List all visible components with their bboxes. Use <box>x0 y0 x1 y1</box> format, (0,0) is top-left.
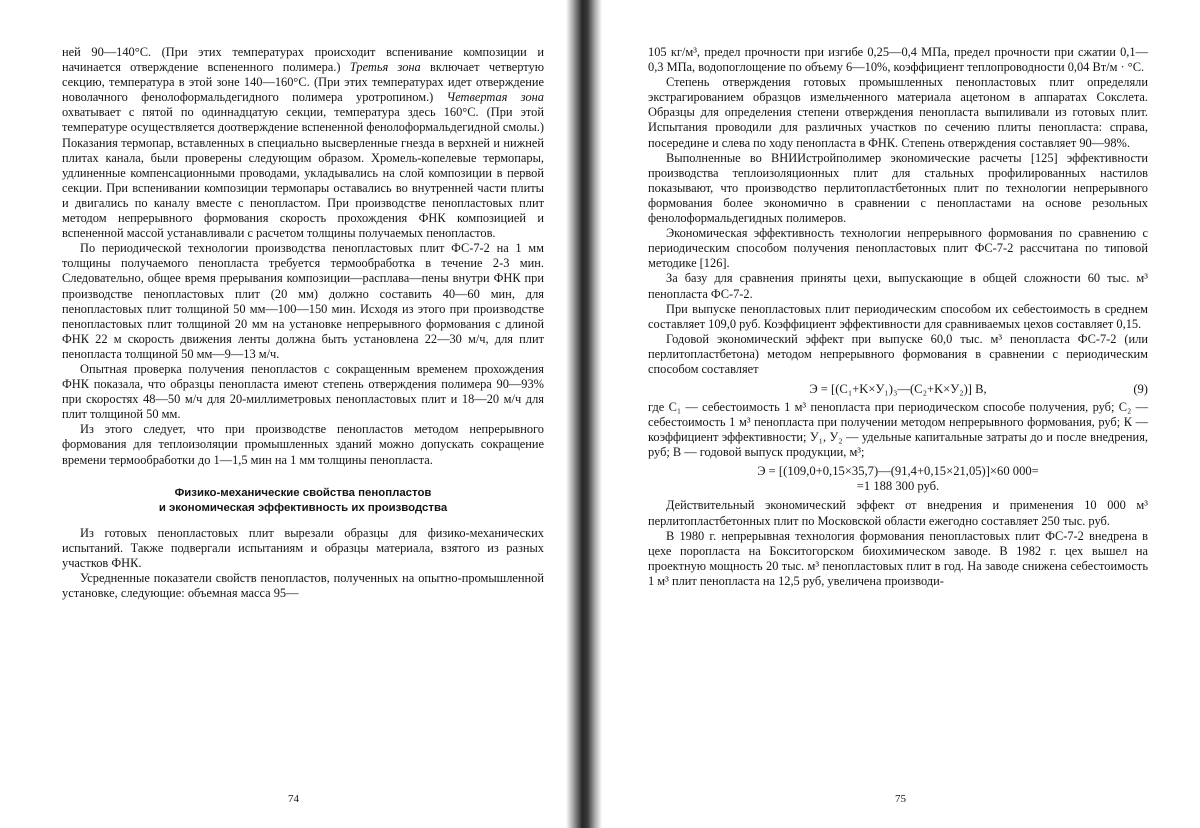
paragraph: Выполненные во ВНИИстройполимер экономические расчеты [125] эффективности производства теплоизоляционных плит для стальных профилированных настилов показывают, что производство перлитопластбетонных плит по технологии непрерывного формования более экономично в сравнении с пенопластами на основе резольных фенолоформальдегидных полимеров. <box>648 150 1148 226</box>
page-number: 75 <box>895 793 906 805</box>
text-run: ней 90—140°C. (При этих температурах происходит вспенивание композиции и начинается отверждение вспененного полимера.) <box>62 45 544 75</box>
calculation <box>648 464 1148 494</box>
paragraph: Действительный экономический эффект от внедрения и применения 10 000 м³ перлитопластбетонных плит по Московской области ежегодно составляет 250 тыс. руб. <box>648 498 1148 528</box>
paragraph: Годовой экономический эффект при выпуске 60,0 тыс. м³ пенопласта ФС-7-2 (или перлитопластбетона) методом непрерывного формования в сравнении с периодическим способом составляет <box>648 331 1148 376</box>
section-heading-line-2: и экономическая эффективность их производства <box>158 501 448 514</box>
left-page-text <box>62 45 544 601</box>
formula-9 <box>648 381 1148 397</box>
text-run: охватывает с пятой по одиннадцатую секции, температура здесь 160°C. (При этой температуре осуществляется доотверждение вспененной фенолоформальдегидной смолы.) Показания термопар, вставленных в специально высверленные гнезда в верхней и нижней плитах канала, были проверены следующим образом. Хромель-копелевые термопары, удлиненные компенсационными проводами, укладывались на слой композиции в первой секции. При вспенивании композиции термопары оставались во внутренней части плиты и двигались по каналу вместе с пенопластом. При производстве пенопластовых плит методом непрерывного формования скорость прохождения ФНК композицией и вспененной массой устанавливали с расчетом толщины получаемых пенопластов. <box>62 105 544 241</box>
formula-number: (9) <box>1133 382 1148 397</box>
paragraph: Из готовых пенопластовых плит вырезали образцы для физико-механических испытаний. Также подвергали испытаниям и образцы материала, взятого из разных участков ФНК. <box>62 525 544 570</box>
paragraph: При выпуске пенопластовых плит периодическим способом их себестоимость в среднем составляет 109,0 руб. Коэффициент эффективности для сравниваемых цехов составляет 0,15. <box>648 301 1148 331</box>
calculation-line-2: =1 188 300 руб. <box>856 479 940 494</box>
paragraph <box>62 45 544 241</box>
zone-4-term: Четвертая зона <box>446 90 544 105</box>
paragraph: Степень отверждения готовых промышленных пенопластовых плит определяли экстрагированием образцов измельченного материала ацетоном в аппаратах Сокслета. Образцы для определения степени отверждения пенопласта выпиливали из готовых плит. Испытания проводили для различных участков по сечению плиты пенопласта: справа, посередине и слева по ходу пенопласта в ФНК. Степень отверждения составляет 90—98%. <box>648 75 1148 150</box>
paragraph: Экономическая эффективность технологии непрерывного формования по сравнению с периодическим способом получения пенопластовых плит ФС-7-2 рассчитана по типовой методике [126]. <box>648 226 1148 271</box>
page-number: 74 <box>288 793 299 805</box>
paragraph: 105 кг/м³, предел прочности при изгибе 0,25—0,4 МПа, предел прочности при сжатии 0,1—0,3 МПа, водопоглощение по объему 6—10%, коэффициент теплопроводности 0,04 Вт/м · °C. <box>648 45 1148 75</box>
text-run: включает четвертую секцию, температура в этой зоне 140—160°C. (При этих температурах идет отверждение новолачного фенолоформальдегидного полимера уротропином.) <box>62 60 544 105</box>
right-page <box>600 0 1200 828</box>
section-heading-line-1: Физико-механические свойства пенопластов <box>174 486 432 499</box>
section-heading <box>62 486 544 516</box>
formula-expression: Э = [(C₁+K×У₁)₃—(C₂+K×У₂)] В, <box>809 382 987 397</box>
left-page <box>0 0 590 828</box>
paragraph: Из этого следует, что при производстве пенопластов методом непрерывного формования для теплоизоляции промышленных зданий можно допускать сокращение времени термообработки до 1—1,5 мин на 1 мм толщины пенопласта. <box>62 422 544 467</box>
calculation-line-1: Э = [(109,0+0,15×35,7)—(91,4+0,15×21,05)]×60 000= <box>757 464 1039 479</box>
right-page-text <box>648 45 1148 589</box>
paragraph: Усредненные показатели свойств пенопластов, полученных на опытно-промышленной установке, следующие: объемная масса 95— <box>62 570 544 600</box>
paragraph: Опытная проверка получения пенопластов с сокращенным временем прохождения ФНК показала, что образцы пенопласта имеют степень отверждения полимера 90—93% при скоростях 48—50 м/ч для 20-миллиметровых пенопластовых плит и 18—20 м/ч для плит толщиной 50 мм. <box>62 361 544 422</box>
paragraph: где C₁ — себестоимость 1 м³ пенопласта при периодическом способе получения, руб; C₂ — себестоимость 1 м³ пенопласта при получении методом непрерывного формования, руб; К — коэффициент эффективности; У₁, У₂ — удельные капитальные затраты до и после внедрения, руб; В — годовой выпуск продукции, м³; <box>648 400 1148 460</box>
zone-3-term: Третья зона <box>349 60 421 75</box>
paragraph: За базу для сравнения приняты цехи, выпускающие в общей сложности 60 тыс. м³ пенопласта ФС-7-2. <box>648 271 1148 301</box>
paragraph: В 1980 г. непрерывная технология формования пенопластовых плит ФС-7-2 внедрена в цехе поропласта на Бокситогорском биохимическом заводе. В 1982 г. цех вышел на проектную мощность 20 тыс. м³ пенопластовых плит в год. На заводе снижена себестоимость 1 м³ плит пенопласта на 12,5 руб, увеличена производи- <box>648 528 1148 588</box>
paragraph: По периодической технологии производства пенопластовых плит ФС-7-2 на 1 мм толщины получаемого пенопласта требуется термообработка в течение 2-3 мин. Следовательно, общее время прерывания композиции—расплава—пены внутри ФНК при производстве пенопластовых плит (20 мм) должно составить 40—60 мин, для пенопластовых плит толщиной 50 мм—100—150 мин. Исходя из этого при производстве пенопластовых плит толщиной 20 мм на установке непрерывного формования с длиной ФНК 22 м скорость движения ленты должна быть установлена 22—30 м/ч, для плит пенопласта толщиной 50 мм—9—13 м/ч. <box>62 241 544 361</box>
